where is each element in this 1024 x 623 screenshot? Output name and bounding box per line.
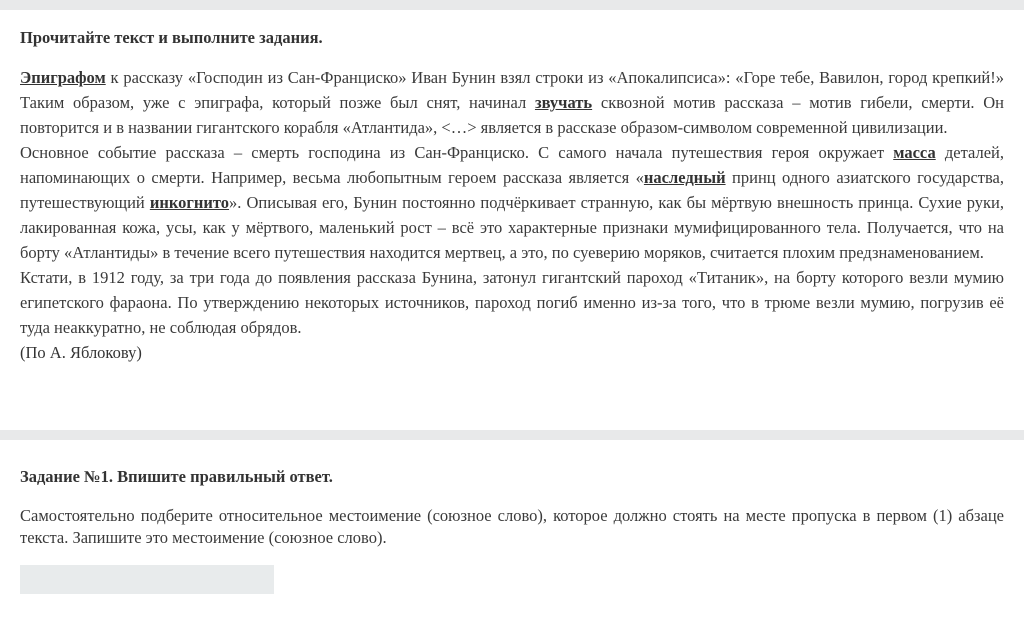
reading-heading: Прочитайте текст и выполните задания.	[20, 28, 323, 47]
top-bar	[0, 0, 1024, 10]
paragraph-2	[20, 140, 1004, 265]
paragraph-2-text-c: принц одного азиатского государства, путешествующий	[20, 168, 1005, 212]
reading-text	[20, 65, 1004, 365]
paragraph-1-text-b: сквозной мотив рассказа – мотив гибели, смерти. Он повторится и в названии гигантского корабля «Атлантида», <…> является в рассказе образом-символом современной цивилизации.	[20, 93, 1005, 137]
paragraph-3: Кстати, в 1912 году, за три года до появления рассказа Бунина, затонул гигантский пароход «Титаник», на борту которого везли мумию египетского фараона. По утверждению некоторых источников, пароход погиб именно из-за того, что в трюме везли мумию, погрузив её туда неаккуратно, не соблюдая обрядов.	[20, 268, 1004, 337]
section-divider	[0, 430, 1024, 440]
keyword-epigraph: Эпиграфом	[20, 68, 106, 87]
answer-input[interactable]	[20, 565, 274, 594]
keyword-inkognito: инкогнито	[149, 193, 230, 212]
task-1-text: Самостоятельно подберите относительное местоимение (союзное слово), которое должно стоять на месте пропуска в первом (1) абзаце текста. Запишите это местоимение (союзное слово).	[20, 506, 1004, 547]
paragraph-2-text-a: Основное событие рассказа – смерть господина из Сан-Франциско. С самого начала путешествия героя окружает	[20, 143, 894, 162]
source-attribution: (По А. Яблокову)	[20, 343, 142, 362]
task-1-section	[0, 440, 1024, 594]
reading-section	[0, 10, 1024, 430]
keyword-zvuchat: звучать	[534, 93, 593, 112]
paragraph-2-text-d: ». Описывая его, Бунин постоянно подчёркивает странную, как бы мёртвую внешность принца. Сухие руки, лакированная кожа, усы, как у мёртвого, маленький рост – всё это характерные признаки мумифицированного тела. Получается, что на борту «Атлантиды» в течение всего путешествия находится мертвец, а это, по суеверию моряков, считается плохим предзнаменованием.	[20, 193, 1004, 262]
keyword-nasledny: наследный	[643, 168, 726, 187]
keyword-massa: масса	[893, 143, 936, 162]
task-1-heading: Задание №1. Впишите правильный ответ.	[20, 467, 333, 486]
paragraph-2-text-b: деталей, напоминающих о смерти. Например, весьма любопытным героем рассказа является «	[20, 143, 1004, 187]
paragraph-1	[20, 65, 1004, 140]
paragraph-1-text-a: к рассказу «Господин из Сан-Франциско» Иван Бунин взял строки из «Апокалипсиса»: «Горе тебе, Вавилон, город крепкий!» Таким образом, уже с эпиграфа, который позже был снят, начинал	[20, 68, 1004, 112]
